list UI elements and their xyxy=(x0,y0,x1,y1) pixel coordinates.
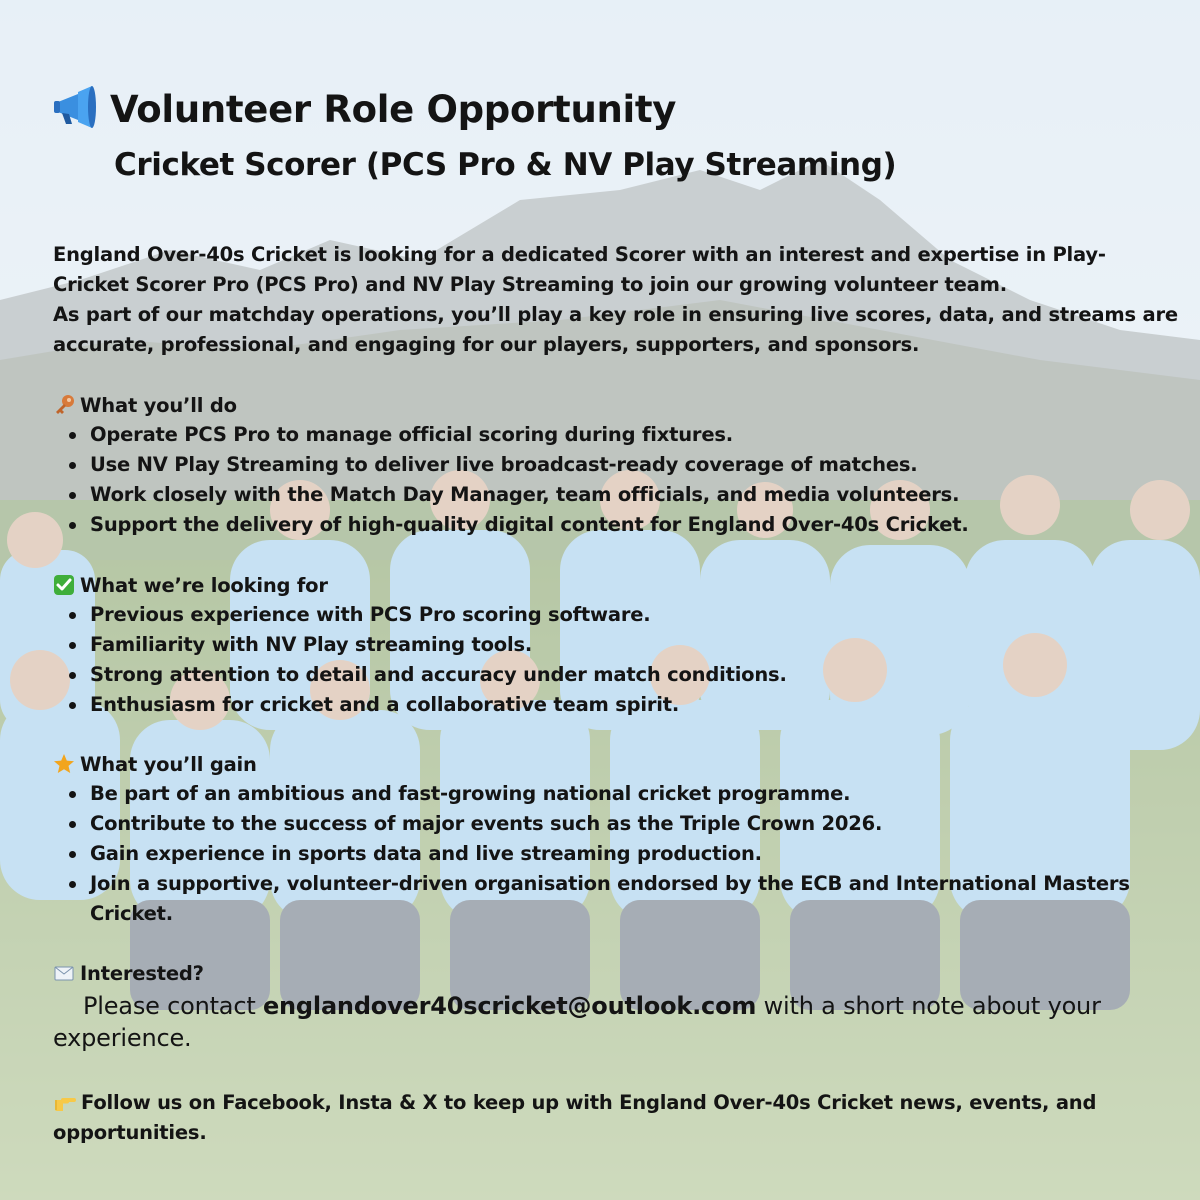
intro-text xyxy=(53,240,1178,360)
bullet-list xyxy=(53,779,1178,929)
section-interested xyxy=(53,958,1178,988)
section-heading xyxy=(53,570,1178,600)
contact-email-link[interactable]: englandover40scricket@outlook.com xyxy=(262,992,757,1020)
section-heading xyxy=(53,958,1178,988)
list-item: Work closely with the Match Day Manager, team officials, and media volunteers. xyxy=(53,480,1178,510)
list-item: Strong attention to detail and accuracy under match conditions. xyxy=(53,660,1178,690)
envelope-icon xyxy=(53,962,75,984)
check-mark-icon xyxy=(53,574,75,596)
list-item: Use NV Play Streaming to deliver live broadcast-ready coverage of matches. xyxy=(53,450,1178,480)
contact-suffix: with a short note about your experience. xyxy=(53,992,1101,1052)
section-what-youll-do xyxy=(53,390,1178,540)
pointing-hand-icon xyxy=(53,1091,77,1113)
section-what-youll-gain xyxy=(53,749,1178,929)
key-icon xyxy=(53,394,75,416)
bullet-list xyxy=(53,420,1178,540)
list-item: Familiarity with NV Play streaming tools. xyxy=(53,630,1178,660)
follow-us xyxy=(53,1088,1153,1148)
list-item: Support the delivery of high-quality digital content for England Over-40s Cricket. xyxy=(53,510,1178,540)
follow-text: Follow us on Facebook, Insta & X to keep up with England Over-40s Cricket news, events, and opportunities. xyxy=(53,1091,1097,1144)
section-heading-label: What we’re looking for xyxy=(80,573,328,597)
list-item: Operate PCS Pro to manage official scoring during fixtures. xyxy=(53,420,1178,450)
contact-text xyxy=(53,990,1183,1054)
section-what-were-looking-for xyxy=(53,570,1178,720)
section-heading xyxy=(53,390,1178,420)
section-heading-label: What you’ll do xyxy=(80,393,237,417)
list-item: Gain experience in sports data and live streaming production. xyxy=(53,839,1178,869)
bullet-list xyxy=(53,600,1178,720)
title-row xyxy=(52,86,676,132)
intro-line-1: England Over-40s Cricket is looking for a dedicated Scorer with an interest and expertise in Play-Cricket Scorer Pro (PCS Pro) and NV Play Streaming to join our growing volunteer team. xyxy=(53,243,1106,296)
page-title: Volunteer Role Opportunity xyxy=(110,87,677,131)
list-item: Contribute to the success of major events such as the Triple Crown 2026. xyxy=(53,809,1178,839)
megaphone-icon xyxy=(52,86,98,132)
list-item: Be part of an ambitious and fast-growing national cricket programme. xyxy=(53,779,1178,809)
page-subtitle: Cricket Scorer (PCS Pro & NV Play Streaming) xyxy=(114,147,897,183)
section-heading-label: What you’ll gain xyxy=(80,752,257,776)
list-item: Join a supportive, volunteer-driven organisation endorsed by the ECB and International Masters Cricket. xyxy=(53,869,1178,929)
star-icon xyxy=(53,753,75,775)
section-heading xyxy=(53,749,1178,779)
intro-line-2: As part of our matchday operations, you’ll play a key role in ensuring live scores, data, and streams are accurate, professional, and engaging for our players, supporters, and sponsors. xyxy=(53,303,1178,356)
contact-prefix: Please contact xyxy=(83,992,256,1020)
section-heading-label: Interested? xyxy=(80,961,204,985)
list-item: Previous experience with PCS Pro scoring software. xyxy=(53,600,1178,630)
list-item: Enthusiasm for cricket and a collaborative team spirit. xyxy=(53,690,1178,720)
